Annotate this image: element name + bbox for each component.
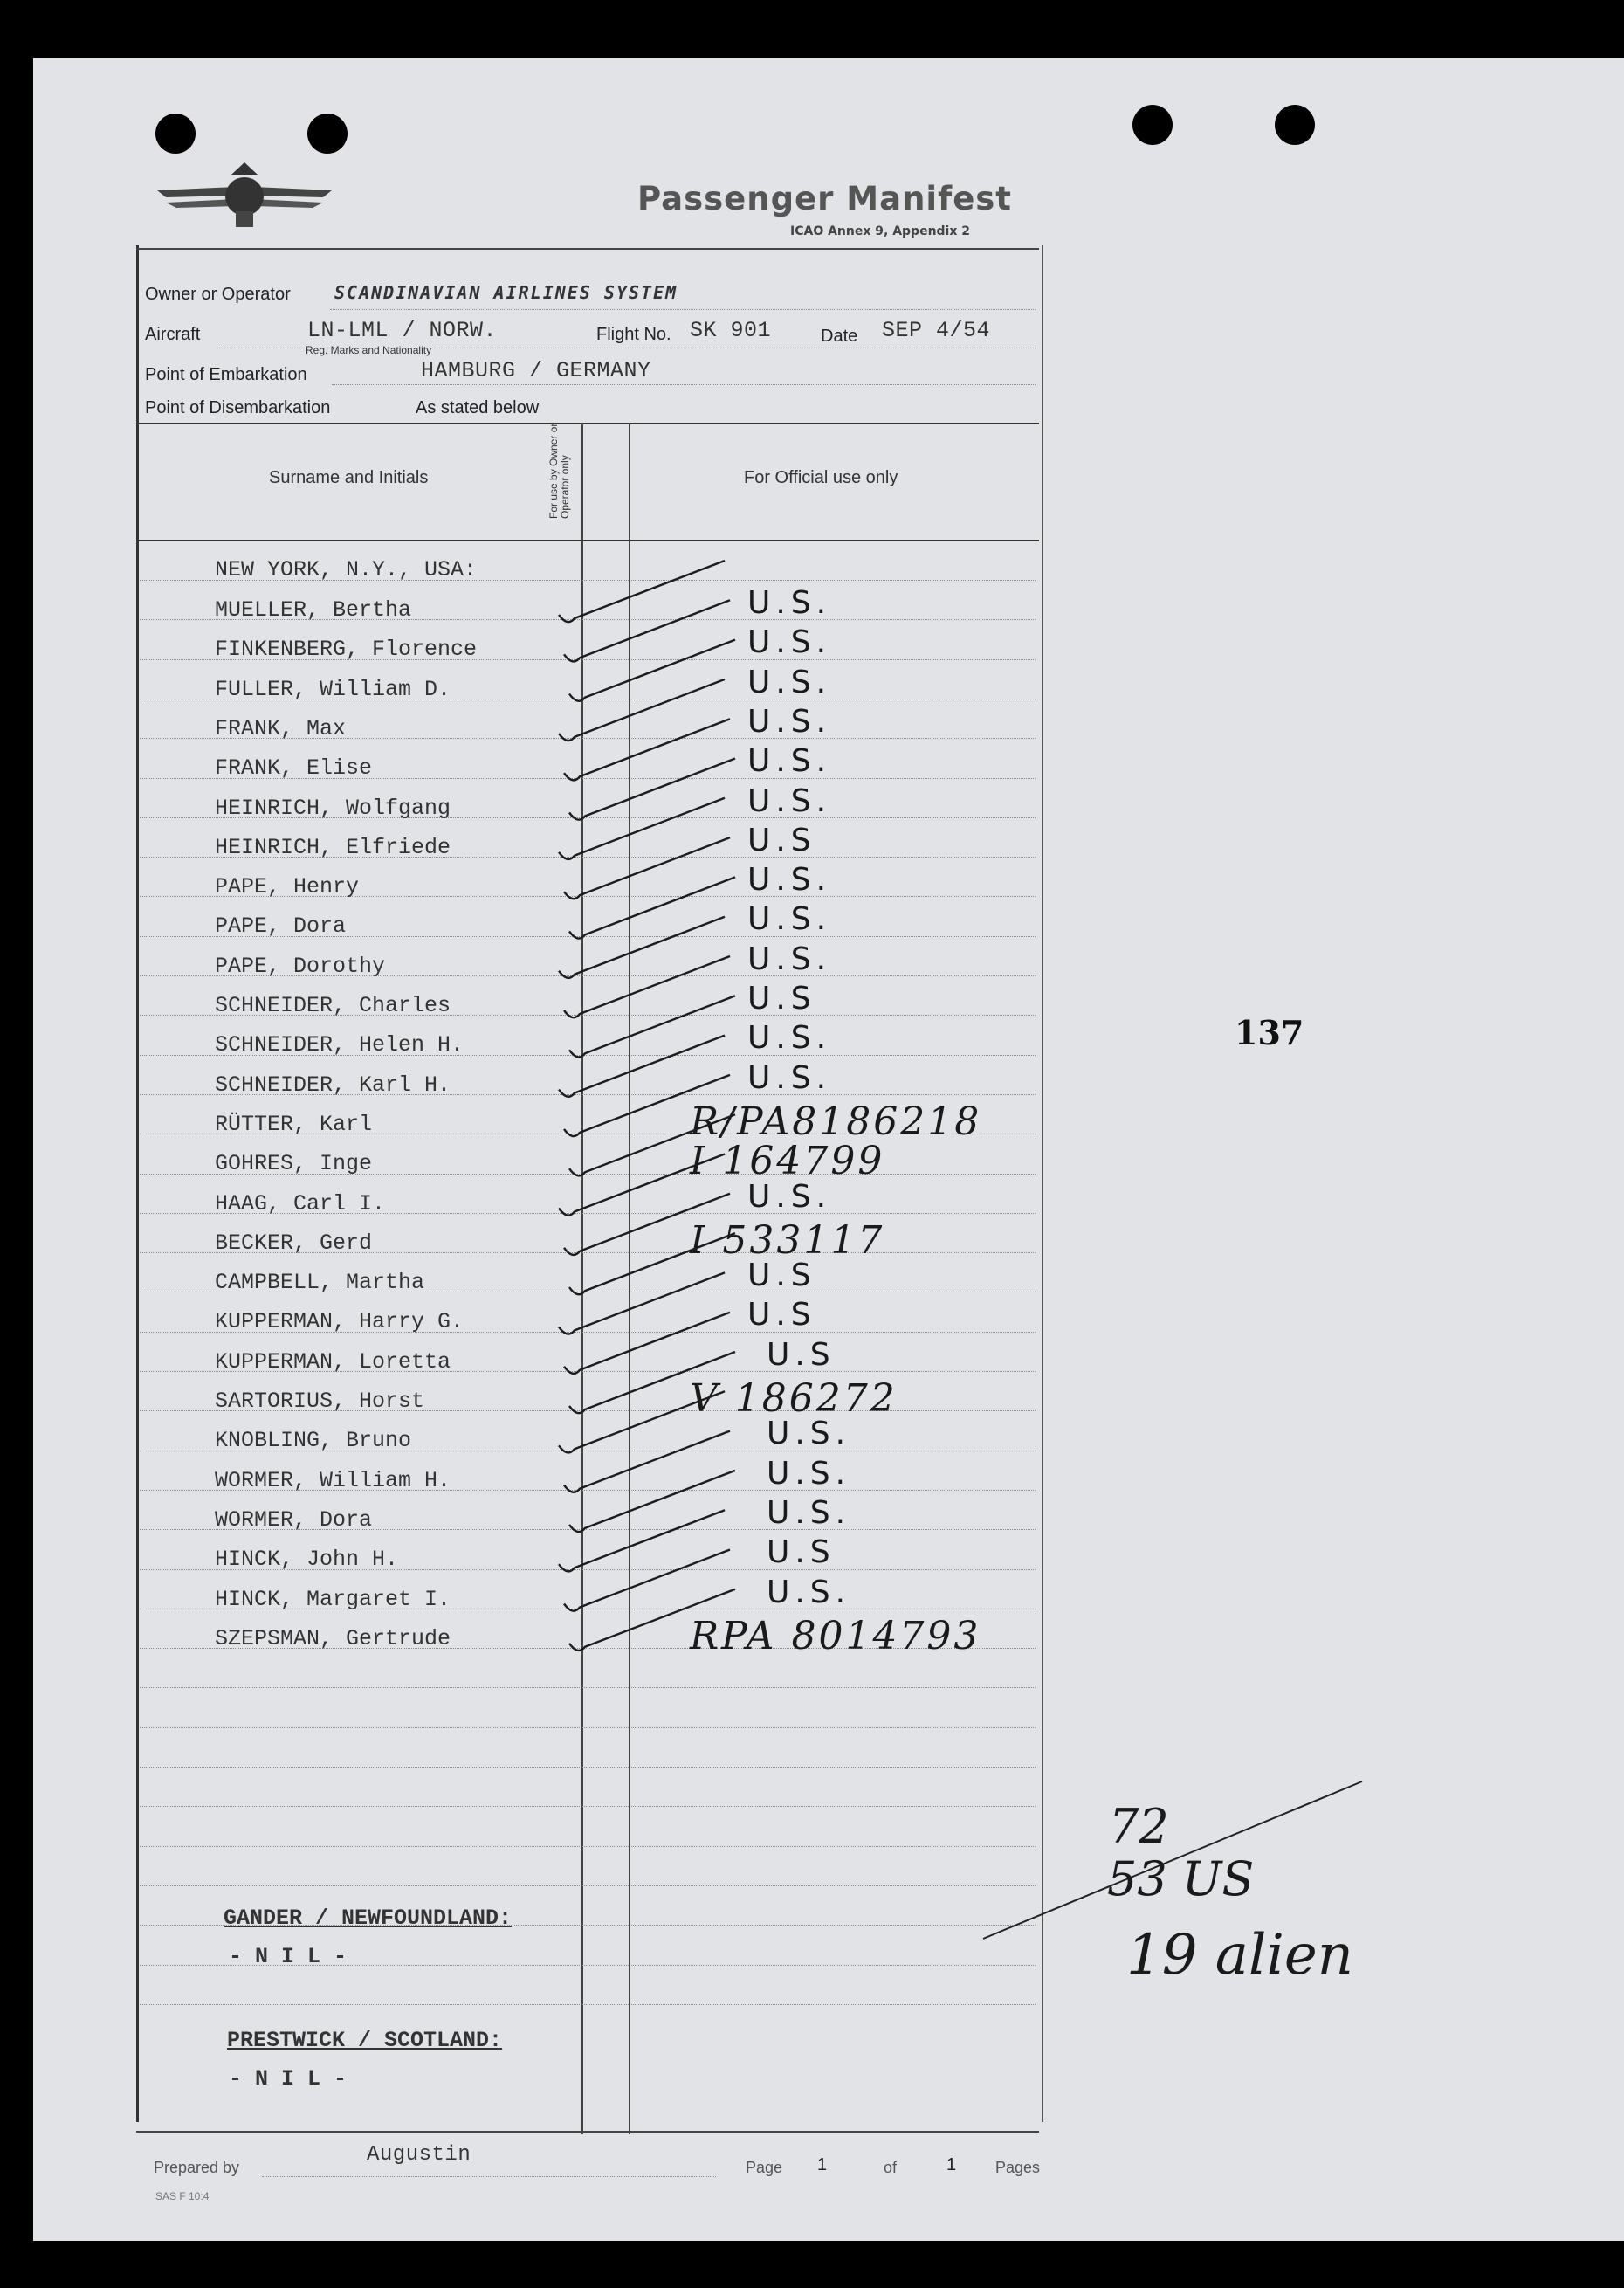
official-entry: U.S. xyxy=(747,664,832,700)
disembarkation-value: As stated below xyxy=(416,398,540,417)
flight-value: SK 901 xyxy=(690,318,772,343)
passenger-name: FRANK, Max xyxy=(215,715,347,741)
passenger-name: SZEPSMAN, Gertrude xyxy=(215,1625,451,1651)
official-entry: I 533117 xyxy=(690,1217,885,1263)
passenger-name: HINCK, Margaret I. xyxy=(215,1586,451,1612)
owner-use-text: For use by Owner or Operator only xyxy=(547,423,571,519)
check-mark xyxy=(569,877,735,938)
official-entry: U.S xyxy=(747,1258,816,1294)
official-entry: U.S. xyxy=(747,585,832,621)
passenger-name: HAAG, Carl I. xyxy=(215,1190,386,1216)
check-mark xyxy=(569,1471,735,1532)
passenger-name: BECKER, Gerd xyxy=(215,1230,373,1256)
official-entry: U.S. xyxy=(747,703,832,740)
official-entry: R/PA8186218 xyxy=(690,1099,982,1144)
form-code: SAS F 10:4 xyxy=(155,2190,210,2202)
passenger-name: SCHNEIDER, Charles xyxy=(215,993,451,1018)
column-header-official: For Official use only xyxy=(744,468,898,487)
aircraft-label: Aircraft xyxy=(145,325,201,344)
check-mark xyxy=(569,996,735,1057)
official-entry: U.S. xyxy=(747,782,832,819)
check-mark xyxy=(569,1114,735,1175)
form-subtitle: ICAO Annex 9, Appendix 2 xyxy=(790,224,971,238)
official-entry: U.S xyxy=(767,1336,836,1373)
passenger-name: HINCK, John H. xyxy=(215,1547,399,1573)
destination-gander-value: - N I L - xyxy=(229,1944,348,1969)
passenger-name: SARTORIUS, Horst xyxy=(215,1389,425,1414)
check-mark xyxy=(569,640,735,701)
official-entry: U.S. xyxy=(767,1455,851,1492)
form-title: Passenger Manifest xyxy=(637,180,1012,217)
page-stamp-number: 137 xyxy=(1235,1013,1304,1052)
pages-label: Pages xyxy=(995,2159,1041,2176)
passenger-name: MUELLER, Bertha xyxy=(215,597,412,623)
official-entry: U.S xyxy=(767,1534,836,1571)
official-entry: U.S. xyxy=(747,743,832,780)
passenger-name: GOHRES, Inge xyxy=(215,1151,373,1177)
passenger-name: FINKENBERG, Florence xyxy=(215,637,478,663)
footer-rule xyxy=(136,2131,1039,2133)
disembarkation-label: Point of Disembarkation xyxy=(145,398,331,417)
reg-marks-caption: Reg. Marks and Nationality xyxy=(306,344,432,356)
passenger-name: CAMPBELL, Martha xyxy=(215,1270,425,1296)
passenger-name: SCHNEIDER, Helen H. xyxy=(215,1032,464,1058)
owner-value: SCANDINAVIAN AIRLINES SYSTEM xyxy=(334,282,678,303)
official-entry: I 164799 xyxy=(690,1139,885,1184)
official-entry: U.S xyxy=(747,822,816,858)
official-entry: RPA 8014793 xyxy=(690,1613,981,1658)
official-entry: U.S. xyxy=(747,1059,832,1096)
passenger-name: KUPPERMAN, Loretta xyxy=(215,1348,451,1375)
tally-alien: 19 alien xyxy=(1126,1923,1353,1988)
official-entry: U.S xyxy=(747,981,816,1017)
passenger-name: KNOBLING, Bruno xyxy=(215,1428,412,1454)
passenger-name: RÜTTER, Karl xyxy=(215,1111,373,1137)
of-label: of xyxy=(884,2159,898,2176)
passenger-name: WORMER, Dora xyxy=(215,1506,373,1533)
embarkation-value: HAMBURG / GERMANY xyxy=(421,358,651,383)
prepared-by-label: Prepared by xyxy=(154,2159,240,2176)
tally-us: 53 US xyxy=(1107,1851,1255,1906)
page-value: 1 xyxy=(817,2155,828,2174)
official-entry: U.S. xyxy=(747,1020,832,1057)
passenger-name: FULLER, William D. xyxy=(215,676,451,702)
official-entry: U.S. xyxy=(747,1178,832,1215)
aircraft-value: LN-LML / NORW. xyxy=(307,318,498,343)
passenger-name: SCHNEIDER, Karl H. xyxy=(215,1072,451,1098)
passenger-name: KUPPERMAN, Harry G. xyxy=(215,1309,464,1335)
date-value: SEP 4/54 xyxy=(882,318,991,343)
official-entry: U.S. xyxy=(747,862,832,899)
check-mark xyxy=(569,1352,735,1413)
destination-prestwick: PRESTWICK / SCOTLAND: xyxy=(227,2028,503,2053)
prepared-by-line xyxy=(262,2176,716,2177)
embarkation-label: Point of Embarkation xyxy=(145,365,307,384)
column-header-surname: Surname and Initials xyxy=(269,468,429,487)
passenger-name: PAPE, Dorothy xyxy=(215,953,386,979)
official-entry: U.S. xyxy=(767,1494,851,1531)
official-entry: U.S. xyxy=(747,624,832,661)
official-entry: U.S. xyxy=(747,941,832,977)
passenger-name: HEINRICH, Elfriede xyxy=(215,834,451,860)
check-mark xyxy=(569,1233,735,1294)
prepared-by-value: Augustin xyxy=(367,2143,471,2167)
passenger-name: HEINRICH, Wolfgang xyxy=(215,795,451,821)
of-value: 1 xyxy=(946,2155,957,2174)
flight-label: Flight No. xyxy=(596,325,671,344)
official-entry: U.S. xyxy=(767,1574,851,1610)
tally-total: 72 xyxy=(1109,1799,1169,1854)
check-mark xyxy=(569,1589,735,1651)
destination-prestwick-value: - N I L - xyxy=(229,2066,348,2092)
passenger-name: WORMER, William H. xyxy=(215,1467,451,1493)
official-entry: V 186272 xyxy=(690,1376,898,1421)
passenger-name: PAPE, Henry xyxy=(215,874,360,900)
destination-gander: GANDER / NEWFOUNDLAND: xyxy=(224,1906,513,1931)
date-label: Date xyxy=(821,327,858,346)
passenger-name: PAPE, Dora xyxy=(215,913,347,940)
destination-new-york: NEW YORK, N.Y., USA: xyxy=(215,557,478,582)
passenger-name: FRANK, Elise xyxy=(215,755,373,782)
official-entry: U.S. xyxy=(767,1416,851,1452)
official-entry: U.S xyxy=(747,1297,816,1334)
page-label: Page xyxy=(746,2159,783,2176)
official-entry: U.S. xyxy=(747,901,832,938)
owner-label: Owner or Operator xyxy=(145,285,291,304)
check-mark xyxy=(569,759,735,820)
